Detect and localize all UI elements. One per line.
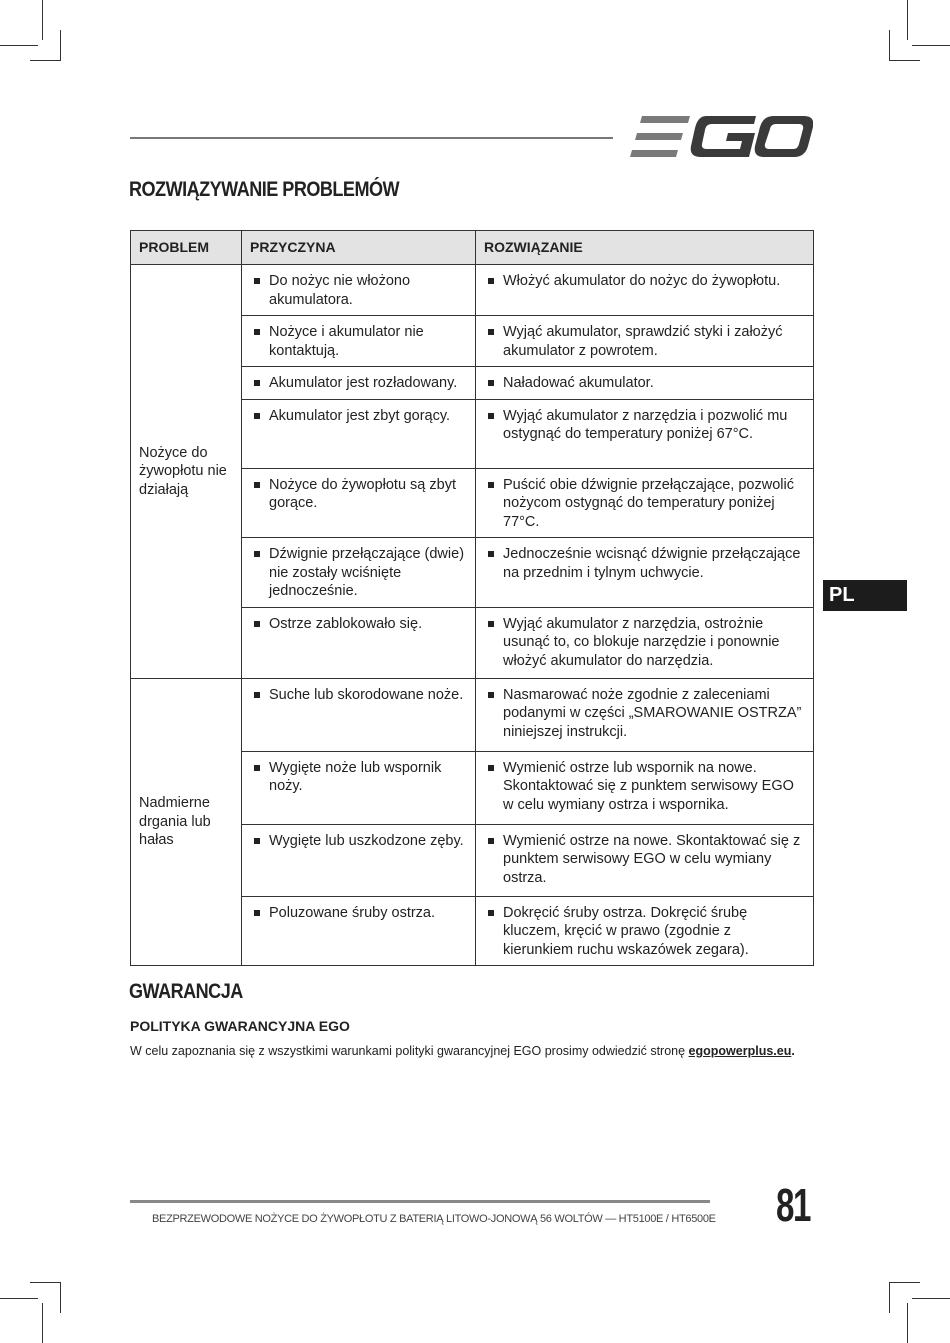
cause-cell — [242, 367, 476, 400]
crop-mark — [912, 45, 950, 46]
solution-cell — [476, 367, 814, 400]
warranty-text — [130, 1044, 795, 1058]
column-header-problem: PROBLEM — [131, 231, 242, 265]
bullet-square-icon — [254, 482, 260, 488]
solution-text: Wyjąć akumulator, sprawdzić styki i założyć akumulator z powrotem. — [503, 324, 783, 359]
solution-text: Włożyć akumulator do nożyc do żywopłotu. — [503, 273, 781, 289]
solution-cell — [476, 265, 814, 316]
bullet-square-icon — [488, 910, 494, 916]
bullet-square-icon — [488, 482, 494, 488]
crop-mark — [889, 1283, 890, 1313]
cause-cell — [242, 824, 476, 896]
bullet-square-icon — [488, 692, 494, 698]
bullet-square-icon — [488, 551, 494, 557]
bullet-square-icon — [254, 692, 260, 698]
solution-text: Wymienić ostrze lub wspornik na nowe. Skontaktować się z punktem serwisowy EGO w celu wymiany ostrza i wspornika. — [503, 759, 794, 813]
crop-mark — [889, 60, 920, 61]
solution-cell — [476, 824, 814, 896]
cause-cell — [242, 607, 476, 678]
solution-cell — [476, 896, 814, 966]
cause-text: Akumulator jest zbyt gorący. — [269, 407, 451, 424]
solution-cell — [476, 678, 814, 751]
crop-mark — [907, 0, 908, 40]
bullet-square-icon — [254, 621, 260, 627]
cause-text: Akumulator jest rozładowany. — [269, 375, 458, 391]
crop-mark — [60, 1283, 61, 1313]
crop-mark — [60, 30, 61, 60]
solution-text: Wyjąć akumulator z narzędzia i pozwolić mu ostygnąć do temperatury poniżej 67°C. — [503, 407, 788, 442]
bullet-square-icon — [488, 413, 494, 419]
table-row — [131, 265, 814, 316]
page-number: 81 — [776, 1179, 810, 1231]
solution-cell — [476, 468, 814, 538]
bullet-square-icon — [488, 380, 494, 386]
warranty-text-body: W celu zapoznania się z wszystkimi warunkami polityki gwarancyjnej EGO prosimy odwiedzić stronę — [130, 1044, 689, 1058]
problem-cell: Nożyce do żywopłotu nie działają — [131, 265, 242, 679]
cause-cell — [242, 678, 476, 751]
crop-mark — [42, 1303, 43, 1343]
crop-mark — [42, 0, 43, 40]
warranty-text-end: . — [791, 1044, 795, 1058]
cause-cell — [242, 468, 476, 538]
bullet-square-icon — [254, 910, 260, 916]
solution-text: Puścić obie dźwignie przełączające, pozwolić nożycom ostygnąć do temperatury poniżej 77°C. — [503, 476, 794, 530]
bullet-square-icon — [488, 765, 494, 771]
solution-text: Dokręcić śruby ostrza. Dokręcić śrubę kluczem, kręcić w prawo (zgodnie z kierunkiem ruchu wskazówek zegara). — [503, 904, 749, 958]
cause-text: Nożyce i akumulator nie kontaktują. — [269, 324, 424, 359]
crop-mark — [907, 1303, 908, 1343]
header-rule — [130, 137, 613, 139]
cause-text: Do nożyc nie włożono akumulatora. — [269, 273, 411, 308]
cause-text: Ostrze zablokowało się. — [269, 615, 423, 632]
cause-text: Suche lub skorodowane noże. — [269, 686, 464, 703]
cause-text: Poluzowane śruby ostrza. — [269, 904, 436, 921]
footer-rule — [130, 1200, 710, 1203]
crop-mark — [30, 1282, 61, 1283]
solution-cell — [476, 316, 814, 367]
cause-cell — [242, 265, 476, 316]
troubleshooting-table — [130, 230, 814, 966]
problem-cell: Nadmierne drgania lub hałas — [131, 678, 242, 966]
bullet-square-icon — [488, 329, 494, 335]
cause-cell — [242, 399, 476, 468]
warranty-link[interactable]: egopowerplus.eu — [688, 1044, 792, 1058]
solution-text: Nasmarować noże zgodnie z zaleceniami podanymi w części „SMAROWANIE OSTRZA” niniejszej instrukcji. — [503, 686, 802, 740]
crop-mark — [30, 60, 61, 61]
solution-text: Jednocześnie wcisnąć dźwignie przełączające na przednim i tylnym uchwycie. — [503, 546, 801, 581]
bullet-square-icon — [254, 765, 260, 771]
crop-mark — [912, 1298, 950, 1299]
cause-text: Dźwignie przełączające (dwie) nie zostały wciśnięte jednocześnie. — [269, 546, 465, 599]
column-header-solution: ROZWIĄZANIE — [476, 231, 814, 265]
solution-text: Wymienić ostrze na nowe. Skontaktować się z punktem serwisowy EGO w celu wymiany ostrza. — [503, 832, 801, 886]
warranty-subtitle: POLITYKA GWARANCYJNA EGO — [130, 1018, 350, 1034]
cause-cell — [242, 896, 476, 966]
footer-text: BEZPRZEWODOWE NOŻYCE DO ŻYWOPŁOTU Z BATERIĄ LITOWO-JONOWĄ 56 WOLTÓW — HT5100E / HT6500E — [152, 1213, 716, 1225]
bullet-square-icon — [488, 278, 494, 284]
language-tab: PL — [823, 580, 907, 611]
bullet-square-icon — [488, 621, 494, 627]
solution-cell — [476, 538, 814, 608]
column-header-cause: PRZYCZYNA — [242, 231, 476, 265]
bullet-square-icon — [254, 551, 260, 557]
cause-text: Wygięte lub uszkodzone zęby. — [269, 832, 464, 849]
troubleshooting-title: ROZWIĄZYWANIE PROBLEMÓW — [129, 178, 400, 201]
table-row — [131, 678, 814, 751]
table-header-row — [131, 231, 814, 265]
cause-cell — [242, 316, 476, 367]
bullet-square-icon — [488, 838, 494, 844]
solution-text: Naładować akumulator. — [503, 375, 654, 391]
cause-text: Wygięte noże lub wspornik noży. — [269, 759, 442, 794]
solution-text: Wyjąć akumulator z narzędzia, ostrożnie usunąć to, co blokuje narzędzie i ponownie włożyć akumulator do narzędzia. — [503, 615, 780, 669]
solution-cell — [476, 399, 814, 468]
solution-cell — [476, 607, 814, 678]
solution-cell — [476, 751, 814, 824]
crop-mark — [889, 30, 890, 60]
ego-logo — [628, 116, 813, 158]
bullet-square-icon — [254, 413, 260, 419]
bullet-square-icon — [254, 278, 260, 284]
cause-cell — [242, 751, 476, 824]
bullet-square-icon — [254, 380, 260, 386]
cause-cell — [242, 538, 476, 608]
crop-mark — [0, 1298, 38, 1299]
crop-mark — [889, 1282, 920, 1283]
crop-mark — [0, 45, 38, 46]
cause-text: Nożyce do żywopłotu są zbyt gorące. — [269, 476, 456, 511]
warranty-title: GWARANCJA — [129, 980, 243, 1003]
bullet-square-icon — [254, 329, 260, 335]
bullet-square-icon — [254, 838, 260, 844]
